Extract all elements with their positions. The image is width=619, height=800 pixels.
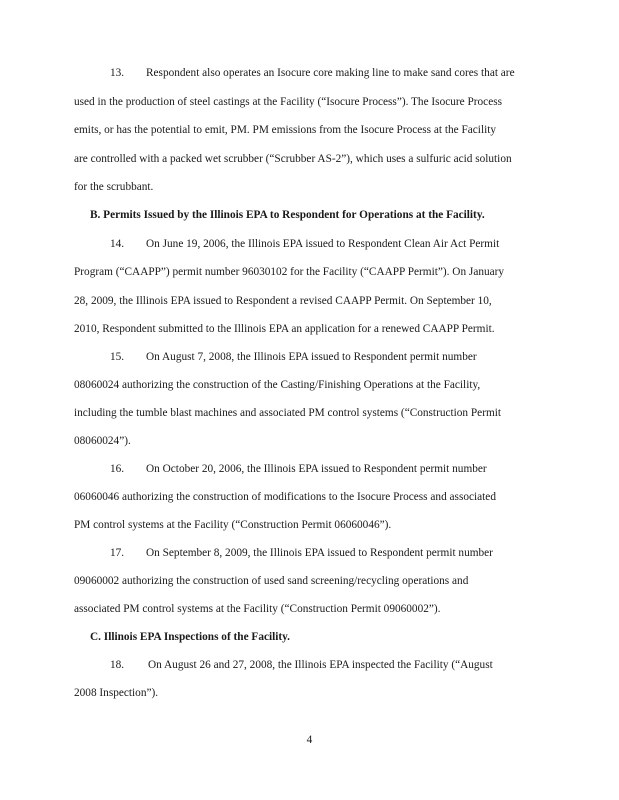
paragraph-15-line-2: 08060024 authorizing the construction of the Casting/Finishing Operations at the Facility, xyxy=(74,379,481,391)
paragraph-13-line-5: for the scrubbant. xyxy=(74,181,154,193)
paragraph-16-number: 16. xyxy=(110,463,125,475)
paragraph-15-number: 15. xyxy=(110,351,125,363)
paragraph-13-number: 13. xyxy=(110,67,125,79)
page-number: 4 xyxy=(306,734,313,746)
section-heading-b: B. Permits Issued by the Illinois EPA to Respondent for Operations at the Facility. xyxy=(90,209,485,221)
paragraph-15-line-3: including the tumble blast machines and associated PM control systems (“Construction Permit xyxy=(74,407,502,419)
paragraph-13-line-1: Respondent also operates an Isocure core making line to make sand cores that are xyxy=(146,67,515,79)
paragraph-17-number: 17. xyxy=(110,547,125,559)
paragraph-18-number: 18. xyxy=(110,659,125,671)
paragraph-16-line-1: On October 20, 2006, the Illinois EPA issued to Respondent permit number xyxy=(146,463,487,475)
paragraph-18-line-2: 2008 Inspection”). xyxy=(74,687,159,699)
paragraph-18-line-1: On August 26 and 27, 2008, the Illinois EPA inspected the Facility (“August xyxy=(148,659,493,671)
section-heading-c: C. Illinois EPA Inspections of the Facility. xyxy=(90,631,291,643)
paragraph-17-line-2: 09060002 authorizing the construction of used sand screening/recycling operations and xyxy=(74,575,469,587)
paragraph-13-line-3: emits, or has the potential to emit, PM. PM emissions from the Isocure Process at the Facility xyxy=(74,124,497,136)
paragraph-16-line-2: 06060046 authorizing the construction of modifications to the Isocure Process and associated xyxy=(74,491,496,503)
paragraph-14-number: 14. xyxy=(110,238,125,250)
paragraph-13-line-2: used in the production of steel castings at the Facility (“Isocure Process”). The Isocure Process xyxy=(74,96,503,108)
paragraph-15-line-1: On August 7, 2008, the Illinois EPA issued to Respondent permit number xyxy=(146,351,477,363)
paragraph-14-line-4: 2010, Respondent submitted to the Illinois EPA an application for a renewed CAAPP Permit. xyxy=(74,323,495,335)
paragraph-17-line-1: On September 8, 2009, the Illinois EPA issued to Respondent permit number xyxy=(146,547,493,559)
paragraph-14-line-2: Program (“CAAPP”) permit number 96030102 for the Facility (“CAAPP Permit”). On January xyxy=(74,266,505,278)
paragraph-16-line-3: PM control systems at the Facility (“Construction Permit 06060046”). xyxy=(74,519,392,531)
paragraph-13-line-4: are controlled with a packed wet scrubber (“Scrubber AS-2”), which uses a sulfuric acid solution xyxy=(74,153,512,165)
paragraph-14-line-1: On June 19, 2006, the Illinois EPA issued to Respondent Clean Air Act Permit xyxy=(146,238,500,250)
paragraph-14-line-3: 28, 2009, the Illinois EPA issued to Respondent a revised CAAPP Permit. On September 10, xyxy=(74,295,492,307)
paragraph-17-line-3: associated PM control systems at the Facility (“Construction Permit 09060002”). xyxy=(74,603,441,615)
paragraph-15-line-4: 08060024”). xyxy=(74,435,131,447)
